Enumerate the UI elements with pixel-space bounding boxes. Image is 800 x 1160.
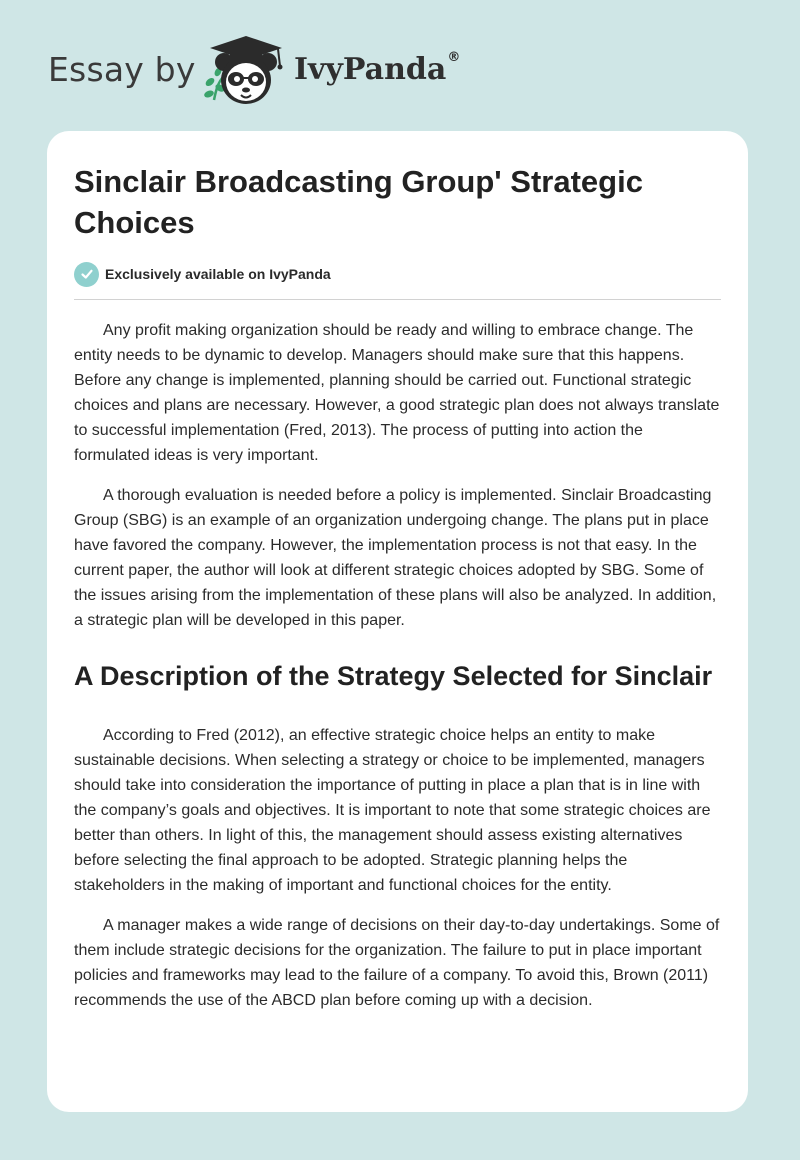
panda-graduate-icon[interactable] xyxy=(200,32,290,108)
section-heading: A Description of the Strategy Selected for Sinclair xyxy=(74,661,713,691)
paragraph: A thorough evaluation is needed before a policy is implemented. Sinclair Broadcasting Group (SBG) is an example of an organization undergoing change. The plans put in place have favored the company. However, the implementation process is not that easy. In the current paper, the author will look at different strategic choices adopted by SBG. Some of the issues arising from the implementation of these plans will also be analyzed. In addition, a strategic plan will be developed in this paper. xyxy=(74,487,717,629)
exclusive-text: Exclusively available on IvyPanda xyxy=(105,266,331,282)
brand-header xyxy=(48,32,488,108)
paragraph: Any profit making organization should be ready and willing to embrace change. The entity needs to be dynamic to develop. Managers should make sure that this happens. Before any change is implemented, planning should be carried out. Functional strategic choices and plans are necessary. However, a good strategic plan does not always translate to successful implementation (Fred, 2013). The process of putting into action the formulated ideas is very important. xyxy=(74,322,720,464)
brand-name[interactable] xyxy=(294,52,460,87)
brand-name-text: IvyPanda xyxy=(294,52,447,87)
divider xyxy=(74,299,721,300)
brand-prefix: Essay by xyxy=(48,50,196,89)
paragraph: According to Fred (2012), an effective strategic choice helps an entity to make sustainable decisions. When selecting a strategy or choice to be implemented, managers should take into consideration the importance of putting in place a plan that is in line with the company’s goals and objectives. It is important to note that some strategic choices are better than others. In light of this, the management should assess existing alternatives before selecting the final approach to be adopted. Strategic planning helps the stakeholders in the making of important and functional choices for the entity. xyxy=(74,727,711,894)
article-card xyxy=(47,131,748,1112)
exclusive-badge xyxy=(74,261,721,287)
check-icon xyxy=(74,262,99,287)
paragraph: A manager makes a wide range of decisions on their day-to-day undertakings. Some of them include strategic decisions for the organization. The failure to put in place important policies and frameworks may lead to the failure of a company. To avoid this, Brown (2011) recommends the use of the ABCD plan before coming up with a decision. xyxy=(74,917,720,1009)
registered-mark: ® xyxy=(447,50,461,65)
article-title: Sinclair Broadcasting Group' Strategic Choices xyxy=(74,164,643,240)
